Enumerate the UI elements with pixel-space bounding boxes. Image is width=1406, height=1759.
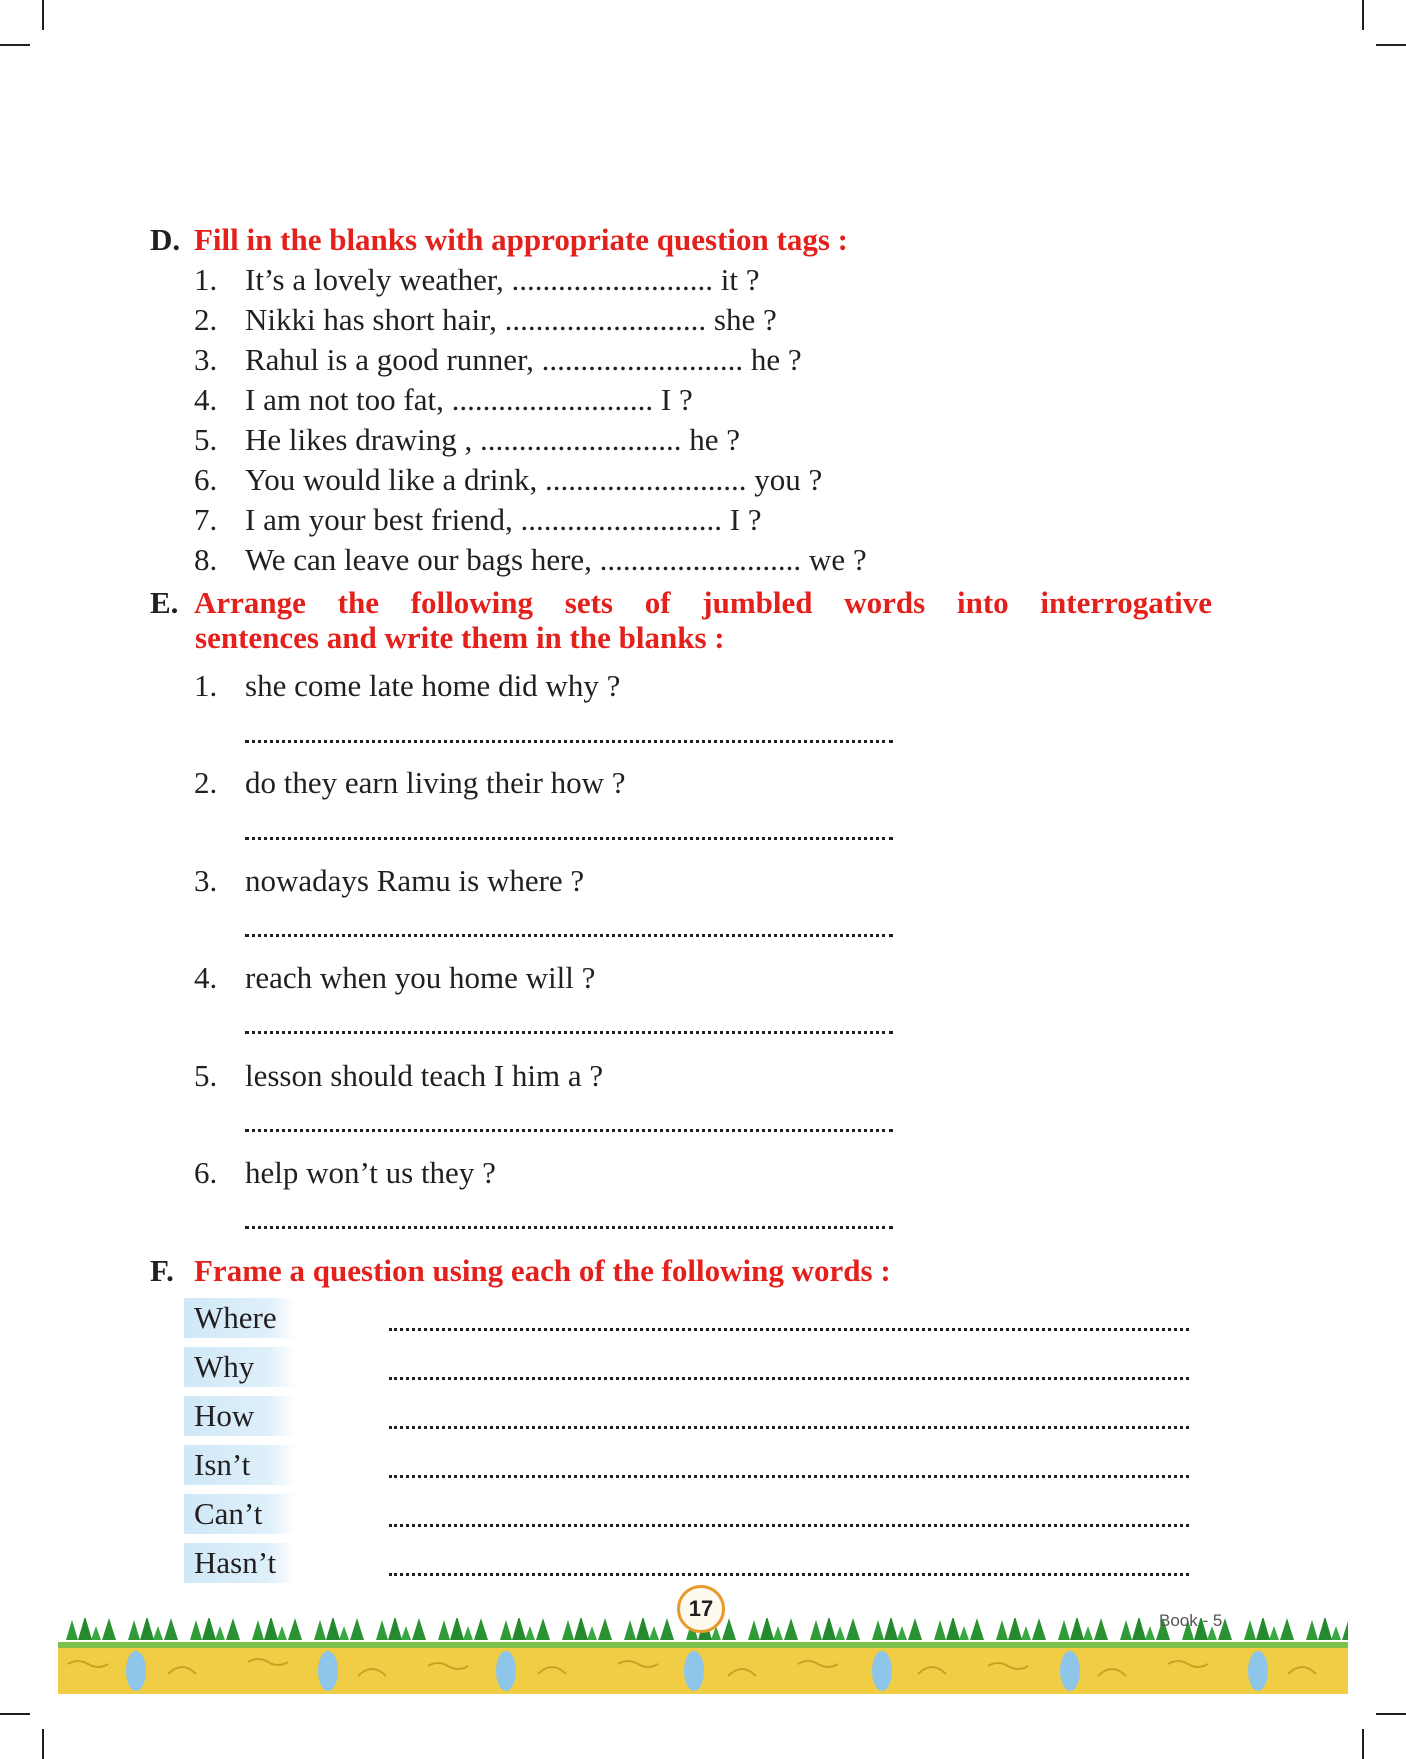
crop-mark-bottom-left-v: [42, 1729, 44, 1759]
section-e-letter: E.: [150, 585, 179, 620]
d-item-text: He likes drawing , .......................... he ?: [245, 422, 741, 457]
f-word-label: Isn’t: [184, 1445, 296, 1485]
section-f-title: Frame a question using each of the following words :: [194, 1253, 891, 1288]
crop-mark-top-right-v: [1362, 0, 1364, 30]
f-answer-line[interactable]: [389, 1524, 1189, 1527]
section-f-heading: [150, 1253, 891, 1289]
f-answer-line[interactable]: [389, 1377, 1189, 1380]
book-label: Book - 5: [1159, 1611, 1223, 1630]
d-item-number: 5.: [194, 422, 218, 457]
crop-mark-bottom-right-h: [1376, 1713, 1406, 1715]
f-row-why: [184, 1347, 1189, 1387]
d-item-number: 1.: [194, 262, 218, 297]
e-item-number: 6.: [194, 1155, 218, 1190]
section-e-title-line2: sentences and write them in the blanks :: [195, 620, 725, 655]
d-item-number: 2.: [194, 302, 218, 337]
e-item-text: do they earn living their how ?: [245, 765, 626, 800]
d-item-number: 8.: [194, 542, 218, 577]
f-word-label: Hasn’t: [184, 1543, 296, 1583]
e-item-number: 1.: [194, 668, 218, 703]
d-item-number: 7.: [194, 502, 218, 537]
e-answer-line-3[interactable]: [245, 934, 893, 937]
e-item-number: 3.: [194, 863, 218, 898]
section-d-heading: [150, 222, 848, 258]
f-word-label: Why: [184, 1347, 296, 1387]
d-item-text: It’s a lovely weather, .......................... it ?: [245, 262, 760, 297]
d-item-number: 6.: [194, 462, 218, 497]
e-item-text: she come late home did why ?: [245, 668, 621, 703]
d-item-text: I am your best friend, .......................... I ?: [245, 502, 762, 537]
e-item-text: nowadays Ramu is where ?: [245, 863, 585, 898]
section-d-letter: D.: [150, 222, 181, 257]
page-number-badge: 17: [677, 1585, 725, 1633]
e-answer-line-2[interactable]: [245, 837, 893, 840]
f-answer-line[interactable]: [389, 1426, 1189, 1429]
e-answer-line-6[interactable]: [245, 1226, 893, 1229]
f-answer-line[interactable]: [389, 1573, 1189, 1576]
f-word-label: Where: [184, 1298, 296, 1338]
f-row-how: [184, 1396, 1189, 1436]
d-item-text: You would like a drink, .......................... you ?: [245, 462, 823, 497]
crop-mark-top-left-h: [0, 44, 30, 46]
e-answer-line-4[interactable]: [245, 1031, 893, 1034]
d-item-text: Nikki has short hair, .......................... she ?: [245, 302, 777, 337]
section-e-heading: [150, 585, 1212, 621]
d-item-text: I am not too fat, .......................... I ?: [245, 382, 693, 417]
f-answer-line[interactable]: [389, 1328, 1189, 1331]
e-item-number: 2.: [194, 765, 218, 800]
crop-mark-top-left-v: [42, 0, 44, 30]
f-word-label: How: [184, 1396, 296, 1436]
f-row-where: [184, 1298, 1189, 1338]
crop-mark-bottom-left-h: [0, 1713, 30, 1715]
e-item-number: 4.: [194, 960, 218, 995]
e-item-text: reach when you home will ?: [245, 960, 596, 995]
d-item-number: 4.: [194, 382, 218, 417]
e-answer-line-5[interactable]: [245, 1129, 893, 1132]
d-item-text: We can leave our bags here, .......................... we ?: [245, 542, 867, 577]
f-row-isnt: [184, 1445, 1189, 1485]
d-item-number: 3.: [194, 342, 218, 377]
e-item-text: help won’t us they ?: [245, 1155, 496, 1190]
section-f-letter: F.: [150, 1253, 174, 1288]
f-answer-line[interactable]: [389, 1475, 1189, 1478]
d-item-text: Rahul is a good runner, .......................... he ?: [245, 342, 802, 377]
f-row-hasnt: [184, 1543, 1189, 1583]
f-row-cant: [184, 1494, 1189, 1534]
e-answer-line-1[interactable]: [245, 740, 893, 743]
e-item-number: 5.: [194, 1058, 218, 1093]
crop-mark-bottom-right-v: [1362, 1729, 1364, 1759]
f-word-label: Can’t: [184, 1494, 296, 1534]
crop-mark-top-right-h: [1376, 44, 1406, 46]
section-d-title: Fill in the blanks with appropriate question tags :: [194, 222, 848, 257]
e-item-text: lesson should teach I him a ?: [245, 1058, 604, 1093]
section-e-title-line1: Arrange the following sets of jumbled words into interrogative: [194, 585, 1212, 620]
